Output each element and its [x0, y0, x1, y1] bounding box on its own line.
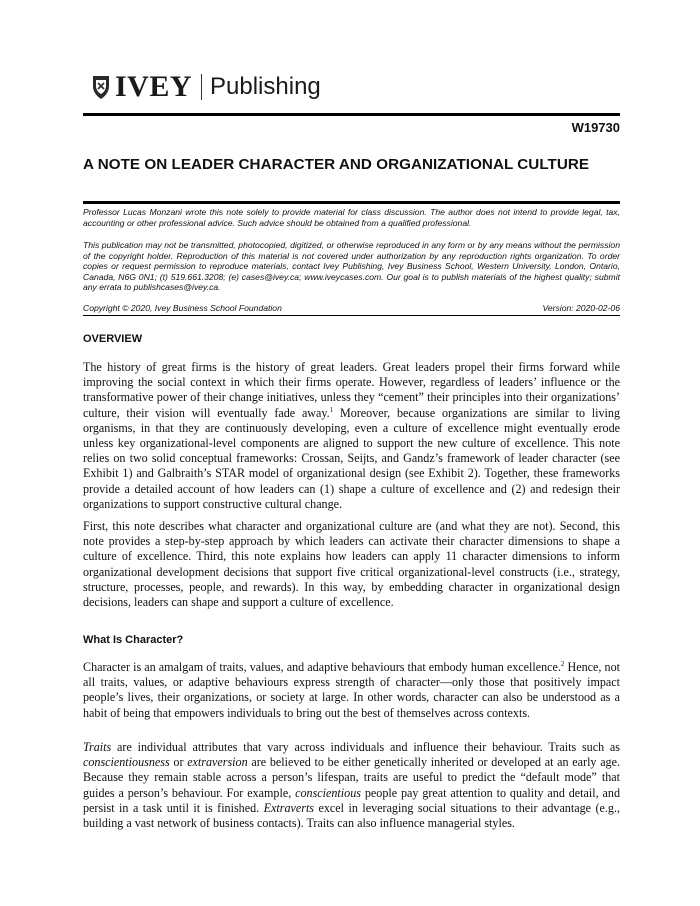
logo-suffix: Publishing — [210, 73, 321, 100]
logo-divider — [201, 74, 202, 100]
logo-brand: IVEY — [115, 70, 193, 103]
character-paragraph-2: Traits are individual attributes that vary across individuals and influence their behaviour. Traits such as conscientiousness or extraversion are believed to be either genetically inherited or developed at an early age. Because they remain stable across a person’s lifespan, traits are useful to predict the “default mode” that guides a person’s behaviour. For example, conscientious people pay great attention to quality and detail, and persist in a task until it is finished. Extraverts excel in leveraging social situations to their advantage (e.g., building a vast network of business contacts). Traits can also influence managerial styles. — [83, 740, 620, 831]
overview-paragraph-1: The history of great firms is the history of great leaders. Great leaders propel their firms forward while improving the social context in which their firms operate. However, regardless of leaders’ influence or the transformative power of their change initiatives, unless they “cement” their principles into their organizations’ culture, their vision will eventually fade away.$^1$ Moreover, because organizations are similar to living organisms, in that they are continuously developing, even a culture of excellence might eventually erode unless key organizational-level components are aligned to support the new culture of excellence. This note relies on two solid conceptual frameworks: Crossan, Seijts, and Gandz’s framework of leader character (see Exhibit 1) and Galbraith’s STAR model of organizational design (see Exhibit 2). Together, these frameworks provide a detailed account of how leaders can (1) shape a culture of excellence and (2) and redesign their organizations to support constructive cultural change. — [83, 360, 620, 511]
character-heading: What Is Character? — [83, 634, 184, 646]
overview-paragraph-2: First, this note describes what character and organizational culture are (and what they are not). Second, this note provides a step-by-step approach by which leaders can activate their character dimensions to shape a culture of excellence. Third, this note explains how leaders can apply 11 character dimensions to inform organizational development decisions that support five critical organizational-level constructs (i.e., strategy, structure, processes, people, and rewards). In this way, by embedding character in organizational design decisions, leaders can shape and support a culture of excellence. — [83, 519, 620, 610]
footnote-1: 1 — [329, 405, 334, 414]
character-paragraph-1: Character is an amalgam of traits, values, and adaptive behaviours that embody human excellence.$^2$ Hence, not all traits, values, or adaptive behaviours express strength of character—only those that positively impact people’s lives, their organizations, or society at large. In other words, character can also be understood as a habit of being that empowers individuals to bring out the best of themselves across contexts. — [83, 659, 620, 720]
copyright-text: Copyright © 2020, Ivey Business School Foundation — [83, 303, 282, 313]
copyright-notice: This publication may not be transmitted, photocopied, digitized, or otherwise reproduced in any form or by any means without the permission of the copyright holder. Reproduction of this material is not covered under authorization by any reproduction rights organization. To order copies or request permission to reproduce materials, contact Ivey Publishing, Ivey Business School, Western University, London, Ontario, Canada, N6G 0N1; (t) 519.661.3208; (e) cases@ivey.ca; www.iveycases.com. Our goal is to publish materials of the highest quality; submit any errata to publishcases@ivey.ca. — [83, 240, 620, 293]
title-rule — [83, 201, 620, 204]
footnote-2: 2 — [560, 659, 565, 668]
authorship-note: Professor Lucas Monzani wrote this note solely to provide material for class discussion. The author does not intend to provide legal, tax, accounting or other professional advice. Such advice should be obtained from a qualified professional. — [83, 207, 620, 228]
case-code: W19730 — [571, 120, 620, 135]
ivey-publishing-logo — [91, 70, 321, 104]
version-text: Version: 2020-02-06 — [542, 303, 620, 313]
meta-rule — [83, 315, 620, 316]
copyright-line — [83, 303, 620, 313]
crest-icon — [91, 74, 111, 100]
document-title: A NOTE ON LEADER CHARACTER AND ORGANIZATIONAL CULTURE — [83, 156, 590, 173]
overview-heading: OVERVIEW — [83, 333, 143, 345]
header-rule — [83, 113, 620, 116]
